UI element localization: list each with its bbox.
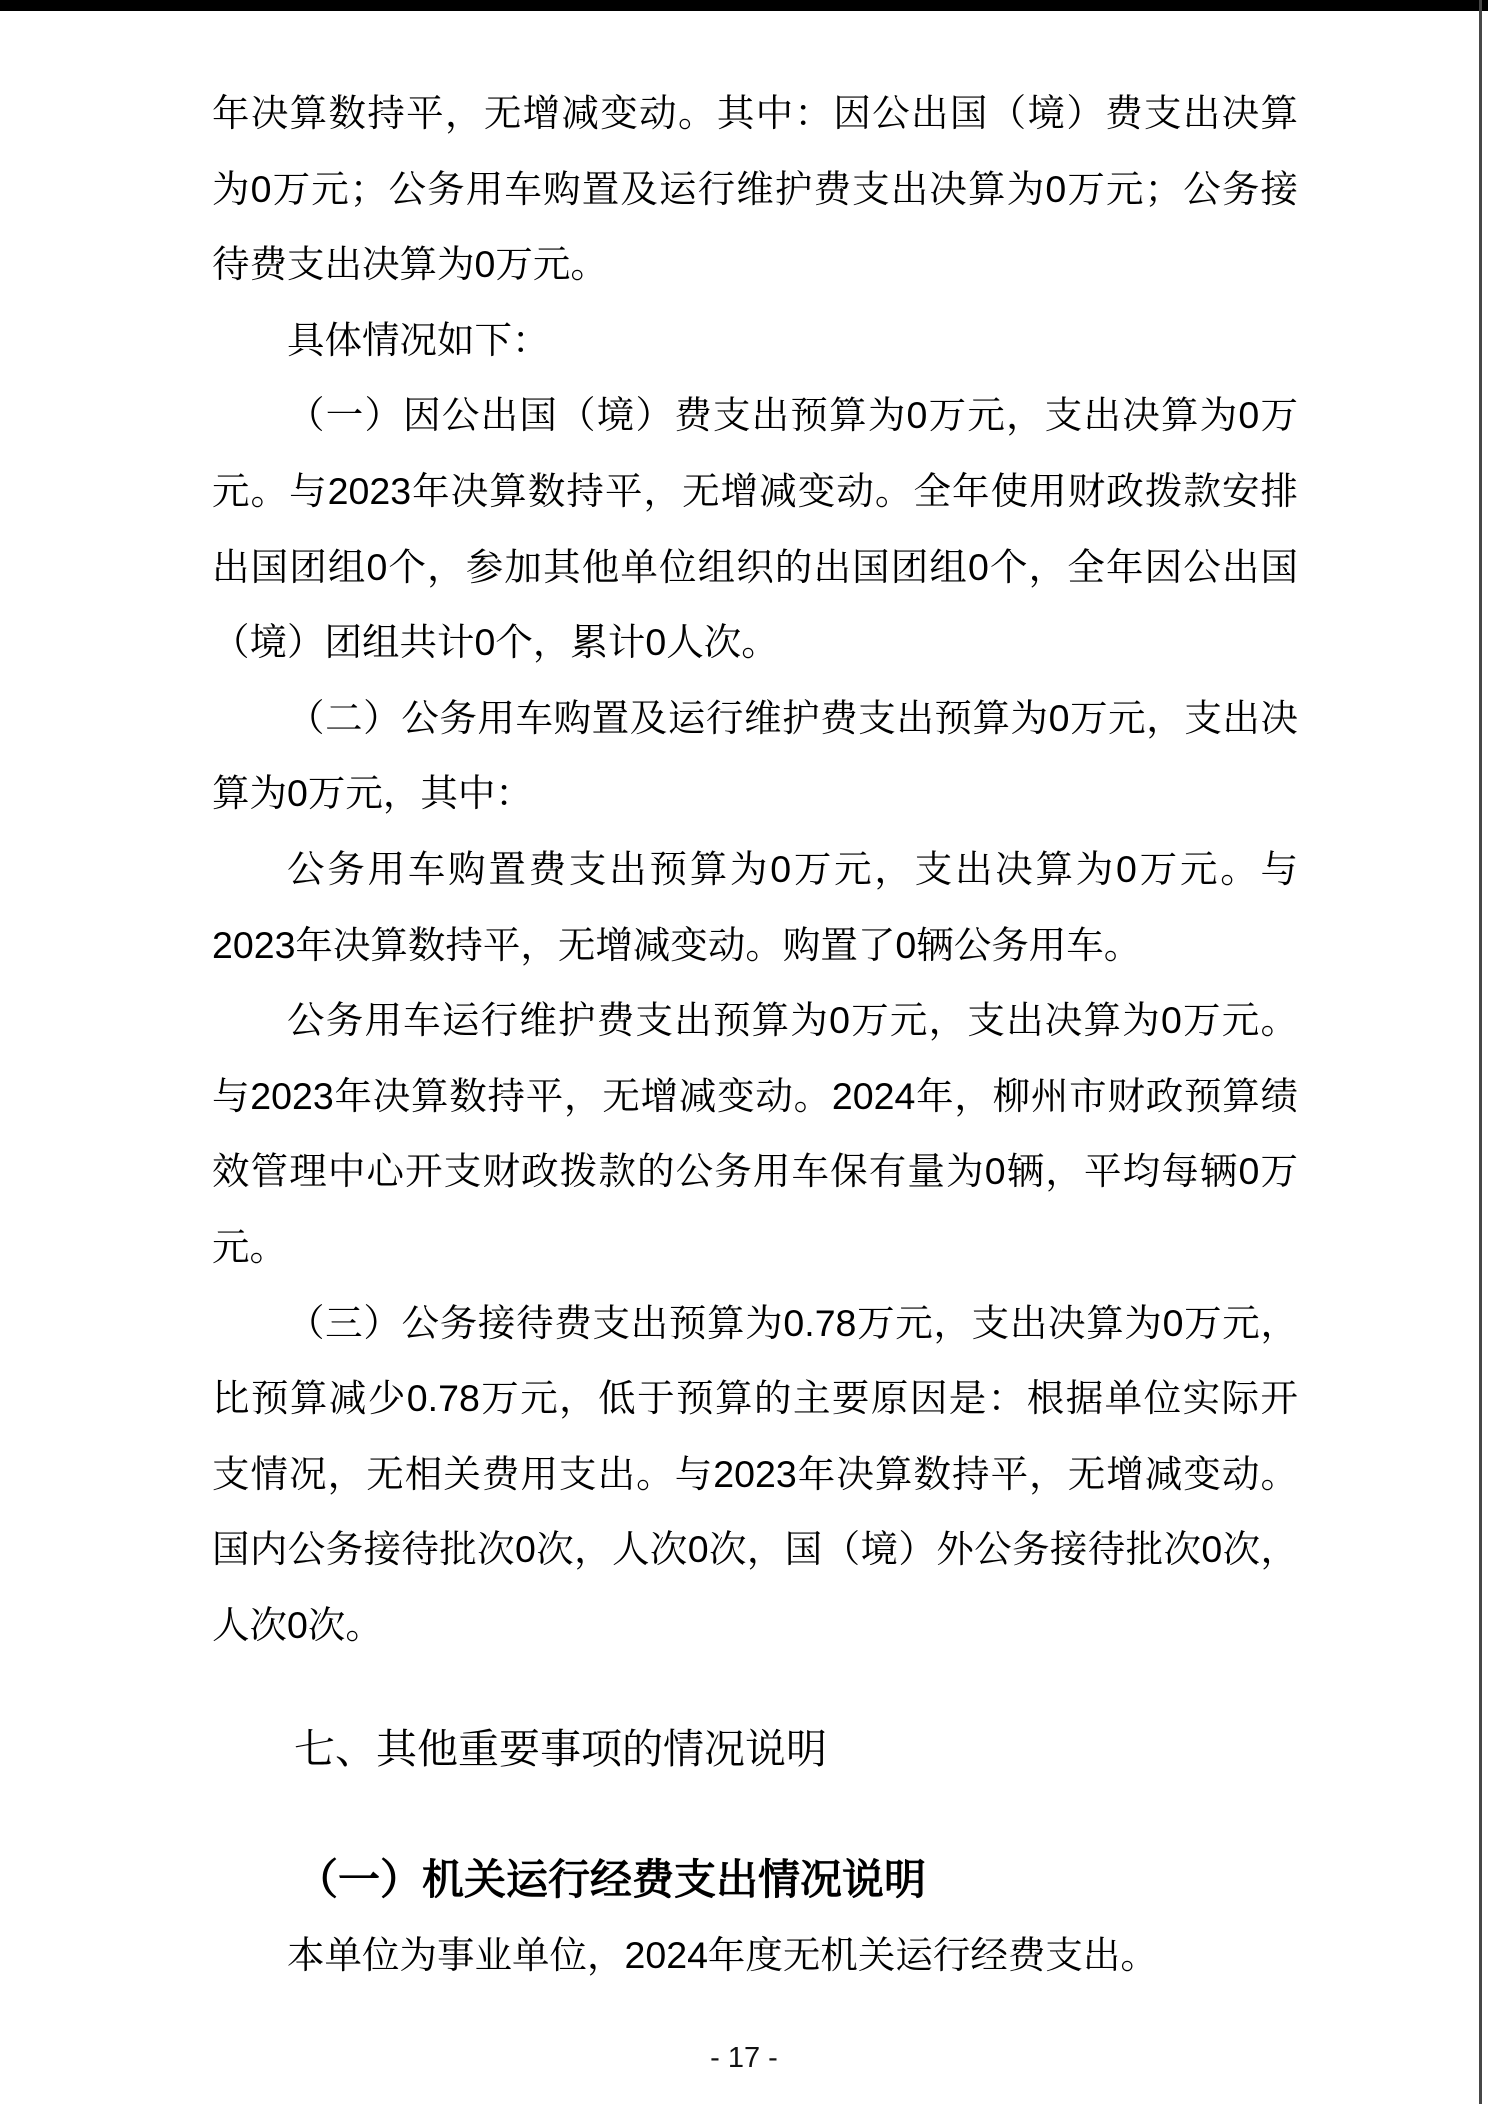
text-line: 待费支出决算为0万元。 — [212, 243, 608, 286]
text-line: 比预算减少0.78万元，低于预算的主要原因是：根据单位实际开 — [212, 1377, 1298, 1420]
text-line: 效管理中心开支财政拨款的公务用车保有量为0辆，平均每辆0万 — [212, 1150, 1298, 1193]
text-line: 年决算数持平，无增减变动。其中：因公出国（境）费支出决算 — [212, 92, 1298, 134]
text-line: 2023年决算数持平，无增减变动。购置了0辆公务用车。 — [212, 923, 1142, 966]
scan-edge-right — [1479, 0, 1482, 2104]
text-line: 人次0次。 — [212, 1603, 383, 1646]
text-line: （境）团组共计0个，累计0人次。 — [212, 621, 779, 664]
text-line: 公务用车运行维护费支出预算为0万元，支出决算为0万元。 — [287, 999, 1298, 1042]
text-line: 为0万元；公务用车购置及运行维护费支出决算为0万元；公务接 — [212, 167, 1298, 210]
text-line: 公务用车购置费支出预算为0万元，支出决算为0万元。与 — [287, 847, 1298, 890]
text-line: 国内公务接待批次0次，人次0次，国（境）外公务接待批次0次， — [212, 1528, 1298, 1571]
text-line: 元。 — [212, 1225, 287, 1268]
text-line: （三）公务接待费支出预算为0.78万元，支出决算为0万元， — [287, 1301, 1298, 1344]
closing-paragraph: 本单位为事业单位，2024年度无机关运行经费支出。 — [287, 1933, 1158, 1976]
text-line: 出国团组0个，参加其他单位组织的出国团组0个，全年因公出国 — [212, 545, 1298, 588]
subsection-heading: （一）机关运行经费支出情况说明 — [296, 1856, 927, 1904]
document-body — [212, 76, 1298, 1993]
section-heading: 七、其他重要事项的情况说明 — [294, 1726, 827, 1773]
text-line: 算为0万元，其中： — [212, 772, 533, 815]
page-number: - 17 - — [710, 2042, 778, 2074]
scan-edge-top — [0, 0, 1488, 11]
text-line: 具体情况如下： — [287, 318, 550, 361]
text-line: 与2023年决算数持平，无增减变动。2024年，柳州市财政预算绩 — [212, 1074, 1298, 1117]
text-line: （二）公务用车购置及运行维护费支出预算为0万元，支出决 — [287, 696, 1298, 739]
text-line: （一）因公出国（境）费支出预算为0万元，支出决算为0万 — [287, 394, 1298, 437]
text-line: 元。与2023年决算数持平，无增减变动。全年使用财政拨款安排 — [212, 469, 1298, 512]
text-line: 支情况，无相关费用支出。与2023年决算数持平，无增减变动。 — [212, 1452, 1298, 1495]
